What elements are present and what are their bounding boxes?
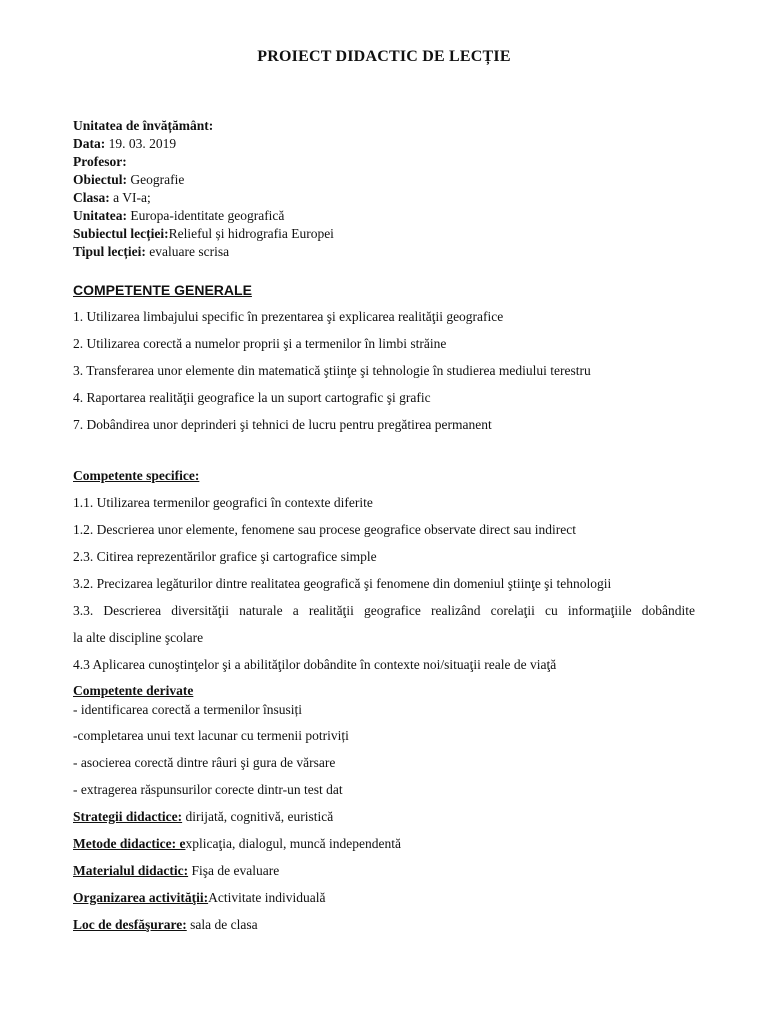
unitatea-invatamant-label: Unitatea de învățământ: xyxy=(73,118,214,133)
organizarea-value: Activitate individuală xyxy=(208,890,326,905)
competenta-derivata-item: -completarea unui text lacunar cu termenii potriviți xyxy=(73,728,349,743)
competenta-generala-item: 3. Transferarea unor elemente din matematică ştiinţe şi tehnologie în studierea mediului terestru xyxy=(73,363,591,378)
subiectul-label: Subiectul lecției: xyxy=(73,226,169,241)
competenta-generala-item: 4. Raportarea realităţii geografice la un suport cartografic şi grafic xyxy=(73,390,431,405)
profesor-row xyxy=(73,153,127,171)
competenta-specifica-item: 1.1. Utilizarea termenilor geografici în contexte diferite xyxy=(73,495,373,510)
tipul-value: evaluare scrisa xyxy=(145,244,230,259)
metode-label: Metode didactice: e xyxy=(73,836,186,851)
metode-row xyxy=(73,835,401,853)
page-title: PROIECT DIDACTIC DE LECȚIE xyxy=(257,48,511,65)
unitatea-value: Europa-identitate geografică xyxy=(127,208,285,223)
strategii-label: Strategii didactice: xyxy=(73,809,183,824)
data-label: Data: xyxy=(73,136,106,151)
clasa-value: a VI-a; xyxy=(109,190,151,205)
competenta-specifica-item: 1.2. Descrierea unor elemente, fenomene sau procese geografice observate direct sau indirect xyxy=(73,522,577,537)
competenta-derivata-item: - extragerea răspunsurilor corecte dintr-un test dat xyxy=(73,782,343,797)
data-value: 19. 03. 2019 xyxy=(105,136,177,151)
obiectul-label: Obiectul: xyxy=(73,172,127,187)
obiectul-value: Geografie xyxy=(127,172,185,187)
data-row xyxy=(73,135,176,153)
competenta-specifica-item-continued: la alte discipline şcolare xyxy=(73,630,204,645)
competenta-specifica-item: 3.3. Descrierea diversităţii naturale a realităţii geografice realizând corelaţii cu informaţiile dobândite xyxy=(73,603,695,618)
competente-specifice-heading: Competente specifice: xyxy=(73,468,200,483)
loc-value: sala de clasa xyxy=(186,917,258,932)
competenta-specifica-item: 3.2. Precizarea legăturilor dintre realitatea geografică şi fenomene din domeniul ştiinţe şi tehnologii xyxy=(73,576,612,591)
competenta-derivata-item: - identificarea corectă a termenilor însusiți xyxy=(73,702,303,717)
competenta-generala-item: 2. Utilizarea corectă a numelor proprii şi a termenilor în limbi străine xyxy=(73,336,447,351)
profesor-label: Profesor: xyxy=(73,154,127,169)
competente-generale-heading: COMPETENTE GENERALE xyxy=(73,282,252,298)
organizarea-label: Organizarea activităţii: xyxy=(73,890,209,905)
unitatea-row xyxy=(73,207,284,225)
competenta-specifica-item: 2.3. Citirea reprezentărilor grafice şi cartografice simple xyxy=(73,549,377,564)
strategii-row xyxy=(73,808,333,826)
competenta-generala-item: 1. Utilizarea limbajului specific în prezentarea şi explicarea realităţii geografice xyxy=(73,309,504,324)
clasa-label: Clasa: xyxy=(73,190,110,205)
loc-row xyxy=(73,916,258,934)
unitatea-invatamant-row xyxy=(73,117,213,135)
organizarea-row xyxy=(73,889,325,907)
obiectul-row xyxy=(73,171,184,189)
metode-value: xplicaţia, dialogul, muncă independentă xyxy=(185,836,402,851)
subiectul-row xyxy=(73,225,334,243)
material-label: Materialul didactic: xyxy=(73,863,189,878)
loc-label: Loc de desfăşurare: xyxy=(73,917,187,932)
material-value: Fişa de evaluare xyxy=(188,863,280,878)
strategii-value: dirijată, cognitivă, euristică xyxy=(182,809,334,824)
competenta-generala-item: 7. Dobândirea unor deprinderi şi tehnici de lucru pentru pregătirea permanent xyxy=(73,417,492,432)
competenta-derivata-item: - asocierea corectă dintre râuri şi gura de vărsare xyxy=(73,755,336,770)
material-row xyxy=(73,862,279,880)
tipul-row xyxy=(73,243,229,261)
clasa-row xyxy=(73,189,151,207)
subiectul-value: Relieful și hidrografia Europei xyxy=(168,226,334,241)
tipul-label: Tipul lecției: xyxy=(73,244,146,259)
competente-derivate-heading: Competente derivate xyxy=(73,683,194,698)
unitatea-label: Unitatea: xyxy=(73,208,127,223)
competenta-specifica-item: 4.3 Aplicarea cunoştinţelor şi a abilităţilor dobândite în contexte noi/situaţii reale de viaţă xyxy=(73,657,557,672)
